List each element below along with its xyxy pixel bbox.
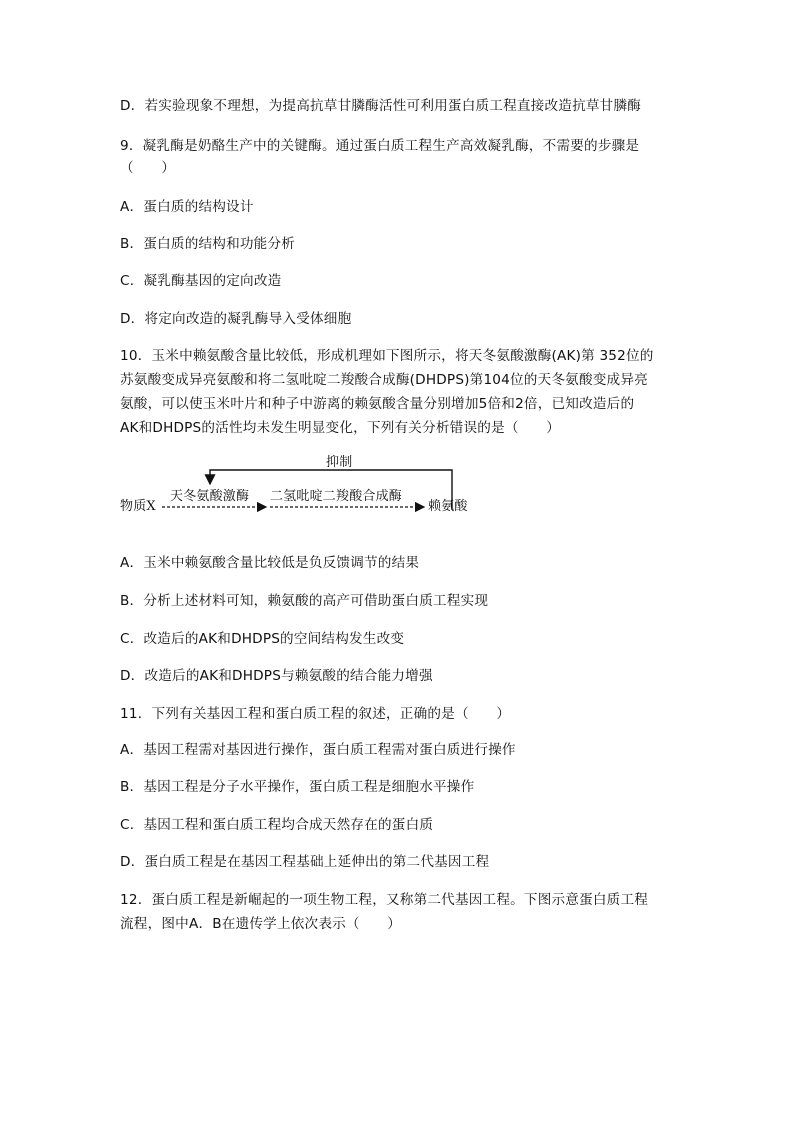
q10-stem-line1: 10．玉米中赖氨酸含量比较低，形成机理如下图所示，将天冬氨酸激酶(AK)第 352位的 [120,348,654,364]
q9-option-c: C．凝乳酶基因的定向改造 [120,273,282,289]
q12-stem-line2: 流程，图中A．B在遗传学上依次表示（ ） [120,916,402,932]
q10-stem-line2: 苏氨酸变成异亮氨酸和将二氢吡啶二羧酸合成酶(DHDPS)第104位的天冬氨酸变成异亮 [120,372,648,388]
q10-option-d: D．改造后的AK和DHDPS与赖氨酸的结合能力增强 [120,668,433,684]
q9-option-a: A．蛋白质的结构设计 [120,199,254,215]
q9-stem-blank: （ ） [120,160,176,176]
q9-option-d: D．将定向改造的凝乳酶导入受体细胞 [120,311,352,327]
q11-option-b: B．基因工程是分子水平操作，蛋白质工程是细胞水平操作 [120,779,475,795]
inhibit-label: 抑制 [326,455,353,470]
q11-option-a: A．基因工程需对基因进行操作，蛋白质工程需对蛋白质进行操作 [120,742,516,758]
q10-stem-line4: AK和DHDPS的活性均未发生明显变化，下列有关分析错误的是（ ） [120,420,561,436]
q11-option-d: D．蛋白质工程是在基因工程基础上延伸出的第二代基因工程 [120,854,490,870]
q10-option-c: C．改造后的AK和DHDPS的空间结构发生改变 [120,631,405,647]
q8-option-d: D．若实验现象不理想，为提高抗草甘膦酶活性可利用蛋白质工程直接改造抗草甘膦酶 [120,98,642,114]
q11-option-c: C．基因工程和蛋白质工程均合成天然存在的蛋白质 [120,817,434,833]
substance-x-label: 物质X [120,499,156,514]
enzyme-aspartokinase-label: 天冬氨酸激酶 [170,489,250,504]
q10-option-a: A．玉米中赖氨酸含量比较低是负反馈调节的结果 [120,555,420,571]
q9-stem: 9．凝乳酶是奶酪生产中的关键酶。通过蛋白质工程生产高效凝乳酶，不需要的步骤是 [120,138,640,154]
q10-stem-line3: 氨酸，可以使玉米叶片和种子中游离的赖氨酸含量分别增加5倍和2倍，已知改造后的 [120,396,635,412]
enzyme-dhdps-label: 二氢吡啶二羧酸合成酶 [270,489,403,504]
lysine-label: 赖氨酸 [428,499,468,514]
q11-stem: 11．下列有关基因工程和蛋白质工程的叙述，正确的是（ ） [120,706,511,722]
q9-option-b: B．蛋白质的结构和功能分析 [120,236,296,252]
lysine-pathway-diagram [110,448,490,528]
q12-stem-line1: 12．蛋白质工程是新崛起的一项生物工程，又称第二代基因工程。下图示意蛋白质工程 [120,892,649,908]
q10-option-b: B．分析上述材料可知，赖氨酸的高产可借助蛋白质工程实现 [120,593,489,609]
